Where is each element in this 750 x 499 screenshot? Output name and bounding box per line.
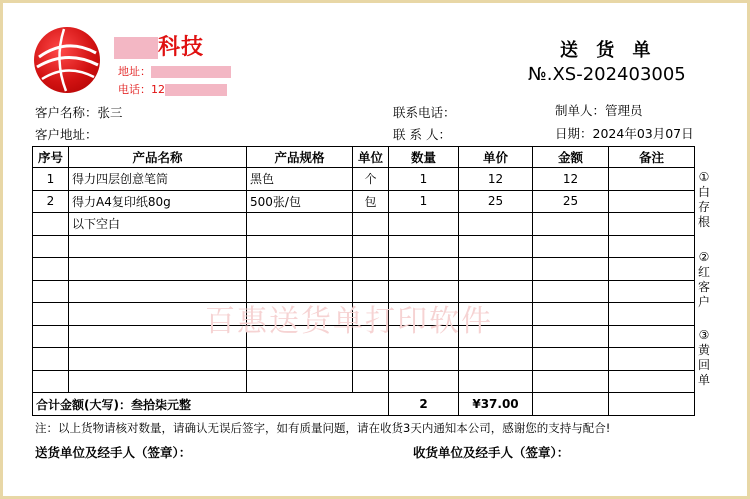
column-header: 备注 xyxy=(609,147,695,168)
table-cell xyxy=(389,348,459,371)
table-row xyxy=(33,235,695,258)
table-cell xyxy=(533,348,609,371)
receiver-signature: 收货单位及经手人（签章）： xyxy=(413,445,570,460)
table-cell xyxy=(533,213,609,236)
table-cell xyxy=(33,258,69,281)
contact-person-field xyxy=(393,125,451,143)
table-cell xyxy=(389,370,459,393)
table-cell: 1 xyxy=(33,168,69,191)
table-cell xyxy=(33,325,69,348)
table-row xyxy=(33,325,695,348)
table-cell xyxy=(353,280,389,303)
column-header: 产品规格 xyxy=(247,147,353,168)
address-label: 地址： xyxy=(118,65,151,78)
table-cell xyxy=(389,280,459,303)
table-row xyxy=(33,168,695,191)
goods-table xyxy=(32,146,695,416)
sender-signature: 送货单位及经手人（签章）： xyxy=(35,445,192,460)
table-cell xyxy=(459,303,533,326)
column-header: 序号 xyxy=(33,147,69,168)
table-cell xyxy=(389,325,459,348)
document-title: 送 货 单 xyxy=(560,40,657,61)
table-cell xyxy=(609,213,695,236)
date-value: 2024年03月07日 xyxy=(592,126,694,141)
table-cell xyxy=(69,303,247,326)
table-cell xyxy=(459,370,533,393)
table-cell xyxy=(247,303,353,326)
table-cell xyxy=(33,213,69,236)
column-header: 单价 xyxy=(459,147,533,168)
table-row xyxy=(33,258,695,281)
table-cell xyxy=(353,370,389,393)
table-cell xyxy=(533,235,609,258)
total-empty xyxy=(609,393,695,416)
redacted-block xyxy=(114,37,158,59)
table-cell xyxy=(33,348,69,371)
redacted-phone xyxy=(165,84,227,96)
table-cell: 2 xyxy=(33,190,69,213)
redacted-address xyxy=(151,66,231,78)
customer-address-field xyxy=(35,125,98,143)
table-cell xyxy=(459,258,533,281)
table-cell: 包 xyxy=(353,190,389,213)
table-cell xyxy=(353,348,389,371)
table-row xyxy=(33,348,695,371)
table-cell xyxy=(609,168,695,191)
table-cell xyxy=(609,235,695,258)
watermark: 百惠送货单打印软件 xyxy=(205,304,493,339)
table-cell xyxy=(459,325,533,348)
contact-person-label: 联 系 人： xyxy=(393,127,451,142)
table-cell xyxy=(609,348,695,371)
table-cell xyxy=(33,370,69,393)
table-cell xyxy=(533,258,609,281)
table-cell xyxy=(609,190,695,213)
date-label: 日期： xyxy=(555,126,593,141)
table-cell xyxy=(69,258,247,281)
maker-label: 制单人： xyxy=(555,103,606,118)
table-cell: 得力四层创意笔筒 xyxy=(69,168,247,191)
table-cell xyxy=(353,235,389,258)
customer-name-label: 客户名称： xyxy=(35,105,98,120)
table-cell xyxy=(609,370,695,393)
maker-value: 管理员 xyxy=(605,103,643,118)
table-row xyxy=(33,190,695,213)
total-quantity: 2 xyxy=(389,393,459,416)
company-logo xyxy=(34,27,100,93)
table-cell xyxy=(353,303,389,326)
copy-note-white: ①白存根 xyxy=(697,170,710,229)
table-cell: 个 xyxy=(353,168,389,191)
table-cell xyxy=(609,303,695,326)
table-cell xyxy=(69,348,247,371)
table-cell xyxy=(69,235,247,258)
company-phone xyxy=(118,81,227,97)
table-cell xyxy=(247,213,353,236)
table-cell: 1 xyxy=(389,168,459,191)
table-cell xyxy=(609,280,695,303)
table-cell: 12 xyxy=(533,168,609,191)
table-cell xyxy=(533,370,609,393)
table-cell xyxy=(33,303,69,326)
total-row xyxy=(33,393,695,416)
table-cell xyxy=(247,348,353,371)
company-name xyxy=(114,30,204,61)
table-cell: 500张/包 xyxy=(247,190,353,213)
table-cell: 25 xyxy=(459,190,533,213)
table-cell xyxy=(353,325,389,348)
column-header: 产品名称 xyxy=(69,147,247,168)
table-cell xyxy=(389,213,459,236)
table-cell xyxy=(353,213,389,236)
table-cell xyxy=(353,258,389,281)
table-cell xyxy=(247,235,353,258)
date-field xyxy=(555,124,694,142)
table-row xyxy=(33,280,695,303)
company-name-text: 科技 xyxy=(158,35,205,60)
column-header: 单位 xyxy=(353,147,389,168)
phone-partial: 12 xyxy=(151,83,165,96)
table-cell: 25 xyxy=(533,190,609,213)
table-cell xyxy=(609,258,695,281)
table-cell xyxy=(459,280,533,303)
table-row xyxy=(33,370,695,393)
table-cell: 以下空白 xyxy=(69,213,247,236)
customer-name-field xyxy=(35,103,123,121)
table-cell xyxy=(389,235,459,258)
table-cell xyxy=(609,325,695,348)
document-number: №.XS-202403005 xyxy=(528,64,686,85)
phone-label: 电话： xyxy=(118,83,151,96)
table-cell xyxy=(533,303,609,326)
maker-field xyxy=(555,101,643,119)
total-amount: ¥37.00 xyxy=(459,393,533,416)
table-cell xyxy=(69,280,247,303)
table-cell xyxy=(247,258,353,281)
table-cell xyxy=(533,325,609,348)
table-cell xyxy=(389,303,459,326)
contact-phone-field xyxy=(393,103,456,121)
column-header: 金额 xyxy=(533,147,609,168)
table-cell xyxy=(33,280,69,303)
table-cell xyxy=(389,258,459,281)
table-row xyxy=(33,213,695,236)
table-cell xyxy=(69,370,247,393)
copy-note-red: ②红客户 xyxy=(697,250,710,309)
total-label: 合计金额(大写)：叁拾柒元整 xyxy=(33,393,389,416)
table-header-row xyxy=(33,147,695,168)
footer-note: 注：以上货物请核对数量，请确认无误后签字，如有质量问题，请在收货3天内通知本公司，感谢您的支持与配合! xyxy=(35,421,611,435)
customer-address-label: 客户地址： xyxy=(35,127,98,142)
table-row xyxy=(33,303,695,326)
table-cell: 12 xyxy=(459,168,533,191)
company-address xyxy=(118,63,231,79)
table-cell xyxy=(69,325,247,348)
table-cell xyxy=(33,235,69,258)
copy-note-yellow: ③黄回单 xyxy=(697,328,710,387)
table-cell xyxy=(459,235,533,258)
table-cell xyxy=(247,280,353,303)
table-cell: 黑色 xyxy=(247,168,353,191)
column-header: 数量 xyxy=(389,147,459,168)
table-cell: 1 xyxy=(389,190,459,213)
table-cell xyxy=(533,280,609,303)
customer-name-value: 张三 xyxy=(97,105,123,120)
table-cell xyxy=(459,213,533,236)
table-cell xyxy=(247,370,353,393)
total-empty xyxy=(533,393,609,416)
table-cell xyxy=(459,348,533,371)
contact-phone-label: 联系电话： xyxy=(393,105,456,120)
table-cell: 得力A4复印纸80g xyxy=(69,190,247,213)
table-cell xyxy=(247,325,353,348)
